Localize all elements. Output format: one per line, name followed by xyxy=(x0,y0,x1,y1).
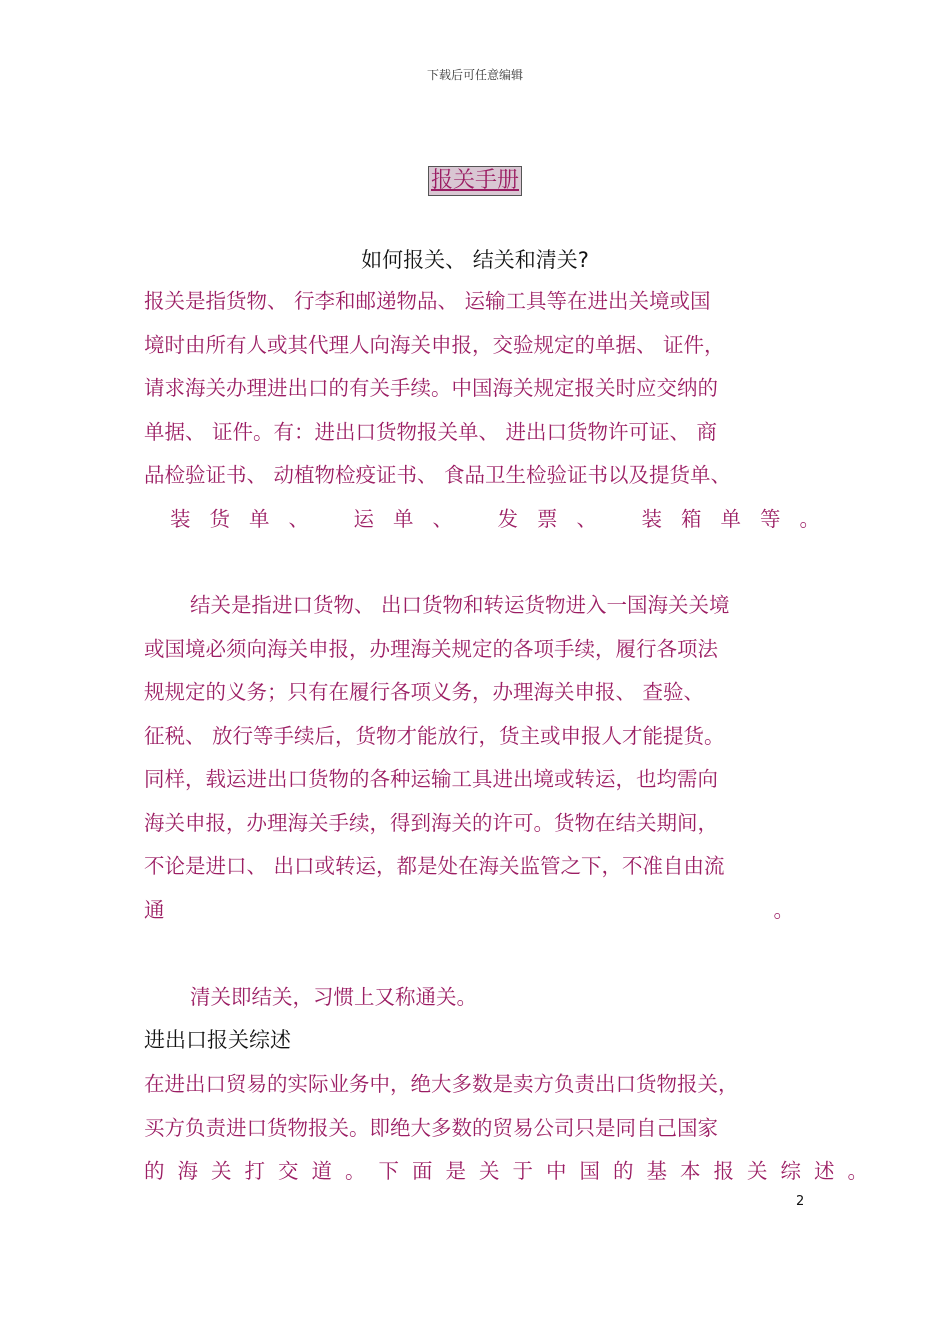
text-line: 单据、 证件。有：进出口货物报关单、 进出口货物许可证、 商 xyxy=(144,419,718,444)
text-line: 买方负责进口货物报关。即绝大多数的贸易公司只是同自己国家 xyxy=(144,1115,718,1140)
paragraph-customs-clearance xyxy=(144,584,810,932)
text-line: 规规定的义务；只有在履行各项义务，办理海关申报、 查验、 xyxy=(144,680,705,704)
document-title: 报关手册 xyxy=(428,166,522,196)
text-line: 请求海关办理进出口的有关手续。中国海关规定报关时应交纳的 xyxy=(144,376,718,400)
subtitle: 如何报关、 结关和清关? xyxy=(361,248,589,272)
text-line: 的海关打交道。下面是关于中国的基本报关综述。 xyxy=(144,1159,881,1183)
text-line: 品检验证书、 动植物检疫证书、 食品卫生检验证书以及提货单、 xyxy=(144,463,732,487)
paragraph-clearance-definition xyxy=(144,976,810,1020)
last-punct: 。 xyxy=(773,897,794,922)
text-line: 报关是指货物、 行李和邮递物品、 运输工具等在进出关境或国 xyxy=(144,289,711,313)
paragraph-overview xyxy=(144,1063,881,1194)
paragraph-customs-declaration xyxy=(144,280,840,541)
title-container xyxy=(0,166,950,196)
section-heading: 进出口报关综述 xyxy=(144,1028,291,1052)
text-line: 海关申报，办理海关手续，得到海关的许可。货物在结关期间， xyxy=(144,810,718,835)
page-header: 下载后可任意编辑 xyxy=(426,68,523,82)
text-line: 结关是指进口货物、 出口货物和转运货物进入一国海关关境 xyxy=(190,593,730,617)
page-number: 2 xyxy=(796,1194,805,1209)
text-line: 征税、 放行等手续后，货物才能放行，货主或申报人才能提货。 xyxy=(144,723,725,748)
text-line: 装货单、 运单、 发票、 装箱单等。 xyxy=(170,506,840,531)
text-line: 在进出口贸易的实际业务中，绝大多数是卖方负责出口货物报关， xyxy=(144,1072,739,1096)
text-line-last xyxy=(144,889,794,933)
text-line: 境时由所有人或其代理人向海关申报，交验规定的单据、 证件， xyxy=(144,332,725,357)
text-line: 同样，载运进出口货物的各种运输工具进出境或转运，也均需向 xyxy=(144,767,718,791)
text-line: 或国境必须向海关申报，办理海关规定的各项手续，履行各项法 xyxy=(144,636,718,661)
last-word: 通 xyxy=(144,897,165,922)
text-line: 不论是进口、 出口或转运，都是处在海关监管之下，不准自由流 xyxy=(144,854,725,878)
text-line: 清关即结关，习惯上又称通关。 xyxy=(190,985,477,1009)
